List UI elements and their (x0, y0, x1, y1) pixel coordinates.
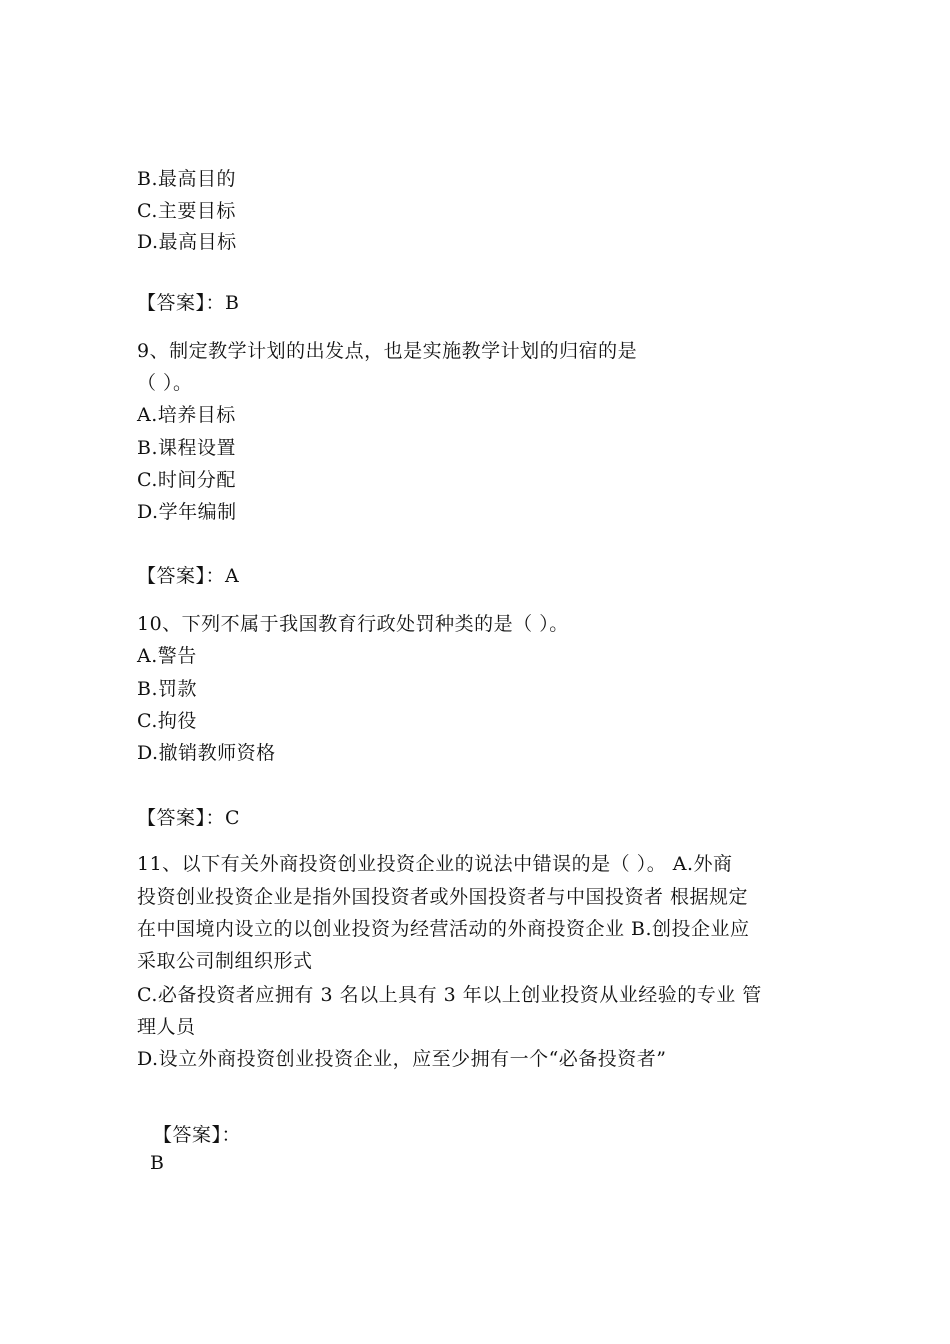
q8-option-b: B.最高目的 (137, 168, 237, 190)
q9-option-a: A.培养目标 (137, 404, 236, 426)
q9-option-b: B.课程设置 (137, 437, 237, 459)
q8-option-c: C.主要目标 (137, 200, 236, 222)
q10-answer: 【答案】：C (137, 807, 241, 829)
q11-answer-value: B (150, 1152, 165, 1174)
q10-option-a: A.警告 (137, 645, 197, 667)
q11-line-4: 采取公司制组织形式 (137, 950, 313, 972)
q11-line-6: 理人员 (137, 1016, 196, 1038)
q9-option-d: D.学年编制 (137, 501, 237, 523)
q10-option-b: B.罚款 (137, 678, 198, 700)
q11-answer-label: 【答案】： (153, 1124, 242, 1146)
q8-answer: 【答案】：B (137, 292, 240, 314)
q11-line-2: 投资创业投资企业是指外国投资者或外国投资者与中国投资者 根据规定 (137, 886, 749, 908)
q9-answer: 【答案】：A (137, 565, 240, 587)
q10-stem: 10、下列不属于我国教育行政处罚种类的是（ ）。 (137, 613, 569, 635)
q8-option-d: D.最高目标 (137, 231, 237, 253)
q11-line-5: C.必备投资者应拥有 3 名以上具有 3 年以上创业投资从业经验的专业 管 (137, 984, 762, 1006)
q9-stem-line2: （ ）。 (137, 372, 193, 394)
q9-stem-line1: 9、制定教学计划的出发点，也是实施教学计划的归宿的是 (137, 340, 638, 362)
q10-option-d: D.撤销教师资格 (137, 742, 276, 764)
q11-line-3: 在中国境内设立的以创业投资为经营活动的外商投资企业 B.创投企业应 (137, 918, 750, 940)
q11-line-1: 11、以下有关外商投资创业投资企业的说法中错误的是（ ）。 A.外商 (137, 853, 733, 875)
q10-option-c: C.拘役 (137, 710, 197, 732)
q11-line-7: D.设立外商投资创业投资企业，应至少拥有一个“必备投资者” (137, 1048, 667, 1070)
q9-option-c: C.时间分配 (137, 469, 236, 491)
